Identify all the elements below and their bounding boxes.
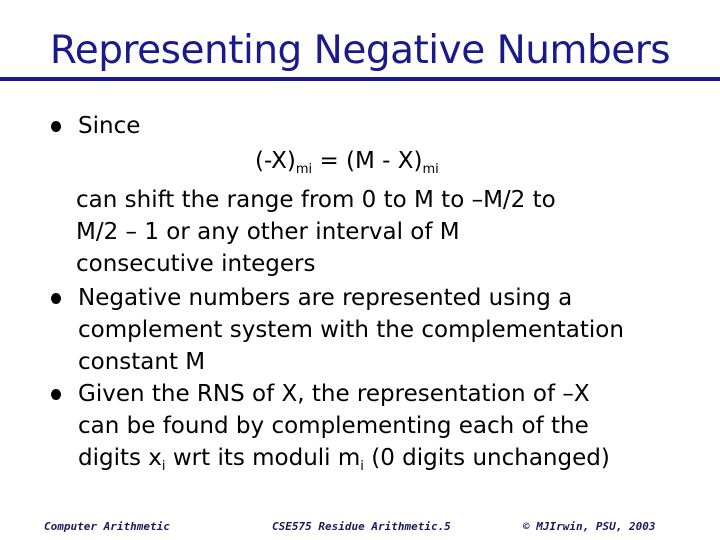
text-moduli-m: wrt its moduli m: [165, 445, 361, 471]
formula-lhs: (-X): [255, 148, 296, 174]
text-digits-x: digits x: [78, 445, 162, 471]
formula-lhs-subscript: mi: [295, 162, 313, 177]
bullet-1-line: can shift the range from 0 to M to –M/2 to: [76, 187, 556, 213]
text-unchanged: (0 digits unchanged): [363, 445, 610, 471]
title-underline: [0, 77, 720, 81]
bullet-2-line: Negative numbers are represented using a: [78, 285, 573, 311]
subscript-i: i: [360, 459, 364, 474]
bullet-dot: [51, 389, 61, 400]
bullet-dot: [51, 121, 61, 132]
bullet-1-line: M/2 – 1 or any other interval of M: [76, 219, 460, 245]
footer-slide-id: CSE575 Residue Arithmetic.5: [272, 520, 451, 533]
bullet-3-last-line: [78, 442, 610, 474]
slide-title: Representing Negative Numbers: [49, 28, 671, 73]
formula-rhs-subscript: mi: [422, 162, 439, 177]
bullet-1-lead: Since: [78, 113, 141, 139]
bullet-2-line: constant M: [78, 349, 206, 375]
bullet-3-line: Given the RNS of X, the representation of –X: [78, 381, 590, 407]
bullet-dot: [51, 293, 61, 304]
formula-mid: = (M - X): [312, 148, 423, 174]
footer-course: Computer Arithmetic: [44, 520, 170, 533]
bullet-2-line: complement system with the complementation: [78, 317, 624, 343]
formula-line: [255, 145, 439, 177]
bullet-3-line: can be found by complementing each of the: [78, 413, 589, 439]
subscript-i: i: [161, 459, 166, 474]
bullet-1-line: consecutive integers: [76, 251, 316, 277]
footer-copyright: © MJIrwin, PSU, 2003: [523, 520, 656, 533]
